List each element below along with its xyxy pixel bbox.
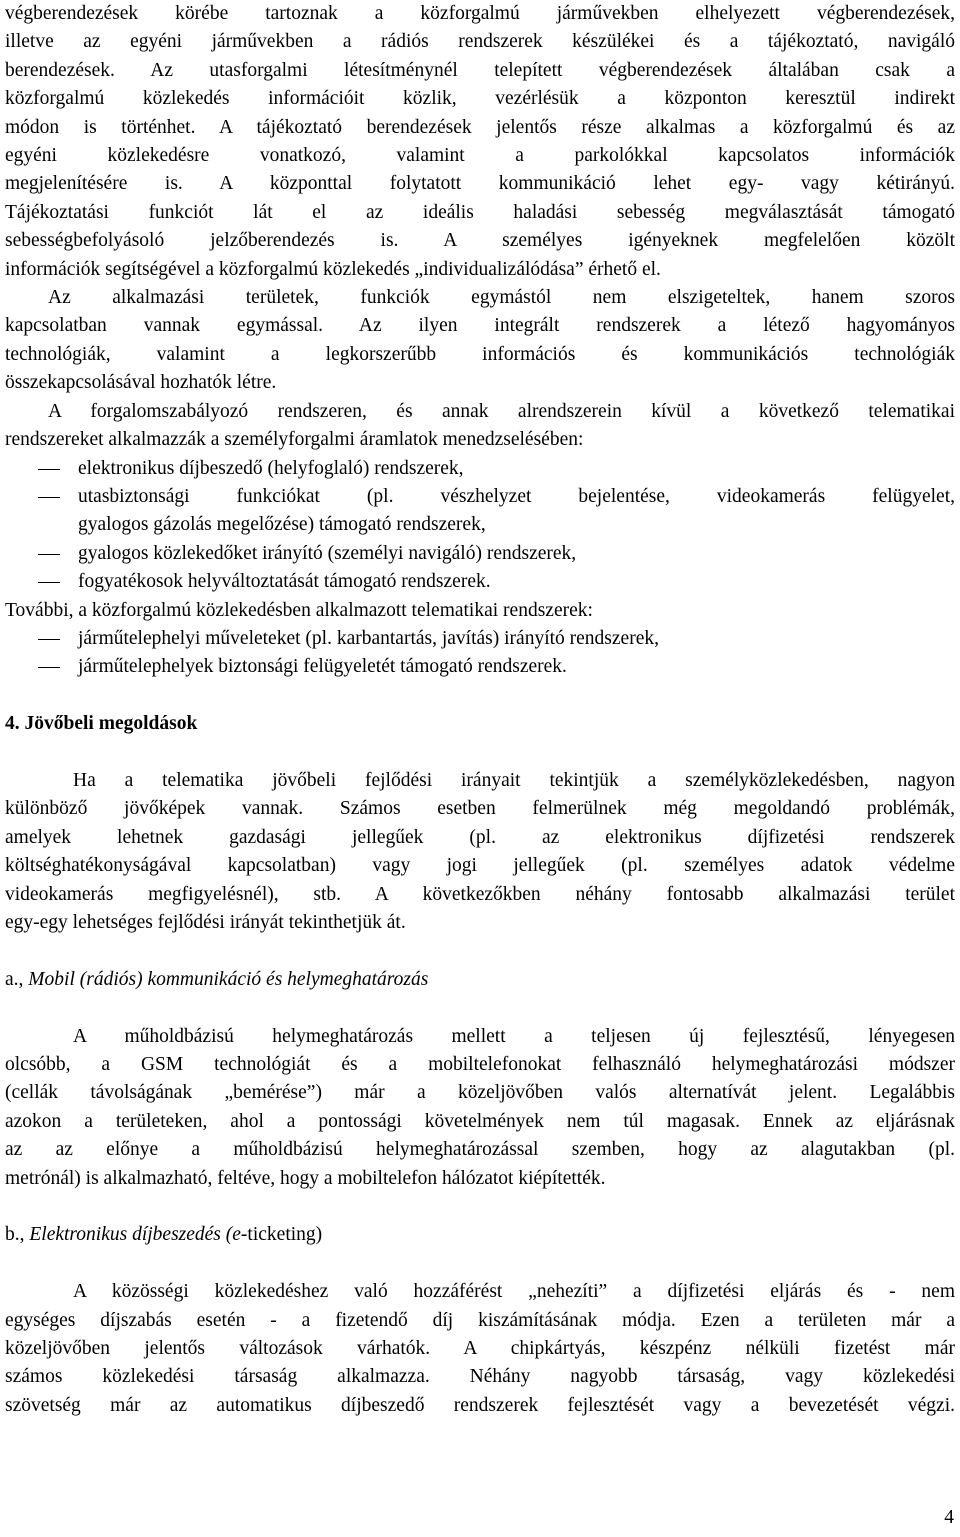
text-line: egyéni közlekedésre vonatkozó, valamint a parkolókkal kapcsolatos információk	[5, 145, 955, 167]
text-line: A forgalomszabályozó rendszeren, és annak alrendszerein kívül a következő telematikai	[48, 400, 955, 422]
text-line: kapcsolatban vannak egymással. Az ilyen integrált rendszerek a létező hagyományos	[5, 315, 955, 337]
bullet-list-depot-systems	[5, 625, 955, 682]
dash-bullet-icon	[38, 554, 60, 555]
text-line: berendezések. Az utasforgalmi létesítménynél telepített végberendezések általában csak a	[5, 59, 955, 81]
list-item	[5, 455, 955, 483]
list-item-text: utasbiztonsági funkciókat (pl. vészhelyzet bejelentése, videokamerás felügyelet,	[78, 485, 955, 507]
text-line: megjelenítésére is. A központtal folytatott kommunikáció lehet egy- vagy kétirányú.	[5, 173, 955, 195]
text-line: végberendezések körébe tartoznak a közforgalmú járművekben elhelyezett végberendezések,	[5, 3, 955, 24]
text-line: költséghatékonyságával kapcsolatban) vagy jogi jellegűek (pl. személyes adatok védelme	[5, 855, 955, 877]
paragraph-future-directions	[5, 767, 955, 937]
section-heading: 4. Jövőbeli megoldások	[5, 713, 198, 735]
text-line: A műholdbázisú helymeghatározás mellett a teljesen új fejlesztésű, lényegesen	[73, 1025, 955, 1047]
paragraph-mobile-positioning	[5, 1023, 955, 1193]
text-line: számos közlekedési társaság alkalmazza. Néhány nagyobb társaság, vagy közlekedési	[5, 1366, 955, 1388]
text-line: szövetség már az automatikus díjbeszedő rendszerek fejlesztését vagy a bevezetését végzi.	[5, 1394, 955, 1416]
list-item	[5, 540, 955, 568]
text-line: egy-egy lehetséges fejlődési irányát tekinthetjük át.	[5, 911, 406, 933]
paragraph-telematic-systems	[5, 398, 955, 455]
text-line: olcsóbb, a GSM technológiát és a mobiltelefonokat felhasználó helymeghatározási módszer	[5, 1053, 955, 1075]
text-line: azokon a területeken, ahol a pontossági követelmények nem túl magasak. Ennek az eljárásnak	[5, 1110, 955, 1132]
text-line: illetve az egyéni járművekben a rádiós rendszerek készülékei és a tájékoztató, navigáló	[5, 31, 955, 53]
text-line: Ha a telematika jövőbeli fejlődési irányait tekintjük a személyközlekedésben, nagyon	[73, 769, 955, 791]
paragraph-e-ticketing	[5, 1278, 955, 1420]
text-line: amelyek lehetnek gazdasági jellegűek (pl. az elektronikus díjfizetési rendszerek	[5, 826, 955, 848]
text-line: videokamerás megfigyelésnél), stb. A következőkben néhány fontosabb alkalmazási terület	[5, 883, 955, 905]
paragraph-terminal-devices	[5, 0, 955, 284]
text-line: sebességbefolyásoló jelzőberendezés is. A személyes igényeknek megfelelően közölt	[5, 230, 955, 252]
list-item-text: elektronikus díjbeszedő (helyfoglaló) rendszerek,	[78, 457, 464, 479]
list-item	[5, 653, 955, 681]
text-line: Az alkalmazási területek, funkciók egymástól nem elszigeteltek, hanem szoros	[48, 287, 955, 309]
text-line: az az előnye a műholdbázisú helymeghatározással szemben, hogy az alagutakban (pl.	[5, 1139, 955, 1161]
subsection-heading-b	[5, 1221, 955, 1249]
page-number: 4	[944, 1507, 954, 1528]
list-item	[5, 483, 955, 511]
dash-bullet-icon	[38, 582, 60, 583]
text-line: egységes díjszabás esetén - a fizetendő díj kiszámításának módja. Ezen a területen már a	[5, 1309, 955, 1331]
list-item-text: járműtelephelyi műveleteket (pl. karbantartás, javítás) irányító rendszerek,	[78, 627, 659, 649]
text-line: közforgalmú közlekedés információit közlik, vezérlésük a központon keresztül indirekt	[5, 88, 955, 110]
text-line: technológiák, valamint a legkorszerűbb információs és kommunikációs technológiák	[5, 343, 955, 365]
list-item	[5, 625, 955, 653]
text-line: információk segítségével a közforgalmú közlekedés „individualizálódása” érhető el.	[5, 258, 661, 280]
list-item	[5, 568, 955, 596]
list-item-continuation: gyalogos gázolás megelőzése) támogató rendszerek,	[78, 514, 486, 536]
text-line: Tájékoztatási funkciót lát el az ideális haladási sebesség megválasztását támogató	[5, 201, 955, 223]
list-item-text: járműtelephelyek biztonsági felügyeletét támogató rendszerek.	[78, 656, 567, 678]
subsection-title-suffix: ticketing)	[247, 1224, 323, 1246]
text-line: módon is történhet. A tájékoztató berendezések jelentős része alkalmas a közforgalmú és az	[5, 116, 955, 138]
subsection-prefix: a.,	[5, 968, 24, 990]
text-line: összekapcsolásával hozhatók létre.	[5, 372, 277, 394]
document-page	[5, 0, 955, 1420]
text-line: rendszereket alkalmazzák a személyforgalmi áramlatok menedzselésében:	[5, 429, 584, 451]
list-item-text: gyalogos közlekedőket irányító (személyi navigáló) rendszerek,	[78, 542, 577, 564]
list-item-text: fogyatékosok helyváltoztatását támogató rendszerek.	[78, 571, 491, 593]
text-line: metrónál) is alkalmazható, feltéve, hogy a mobiltelefon hálózatot kiépítették.	[5, 1167, 606, 1189]
paragraph-integration	[5, 284, 955, 398]
dash-bullet-icon	[38, 667, 60, 668]
dash-bullet-icon	[38, 497, 60, 498]
subsection-heading-a	[5, 966, 955, 994]
dash-bullet-icon	[38, 469, 60, 470]
subsection-prefix: b.,	[5, 1224, 25, 1246]
dash-bullet-icon	[38, 639, 60, 640]
text-line: közeljövőben jelentős változások várhatók. A chipkártyás, készpénz nélküli fizetést már	[5, 1338, 955, 1359]
text-line: (cellák távolságának „bemérése”) már a közeljövőben valós alternatívát jelent. Legalábbis	[5, 1082, 955, 1104]
bullet-list-passenger-systems	[5, 455, 955, 597]
text-line: különböző jövőképek vannak. Számos esetben felmerülnek még megoldandó problémák,	[5, 798, 955, 820]
subsection-title: Elektronikus díjbeszedés (e-	[24, 1224, 248, 1246]
paragraph-further-systems: További, a közforgalmú közlekedésben alkalmazott telematikai rendszerek:	[5, 599, 593, 621]
text-line: A közösségi közlekedéshez való hozzáférést „nehezíti” a díjfizetési eljárás és - nem	[73, 1281, 955, 1303]
subsection-title: Mobil (rádiós) kommunikáció és helymeghatározás	[23, 968, 429, 990]
